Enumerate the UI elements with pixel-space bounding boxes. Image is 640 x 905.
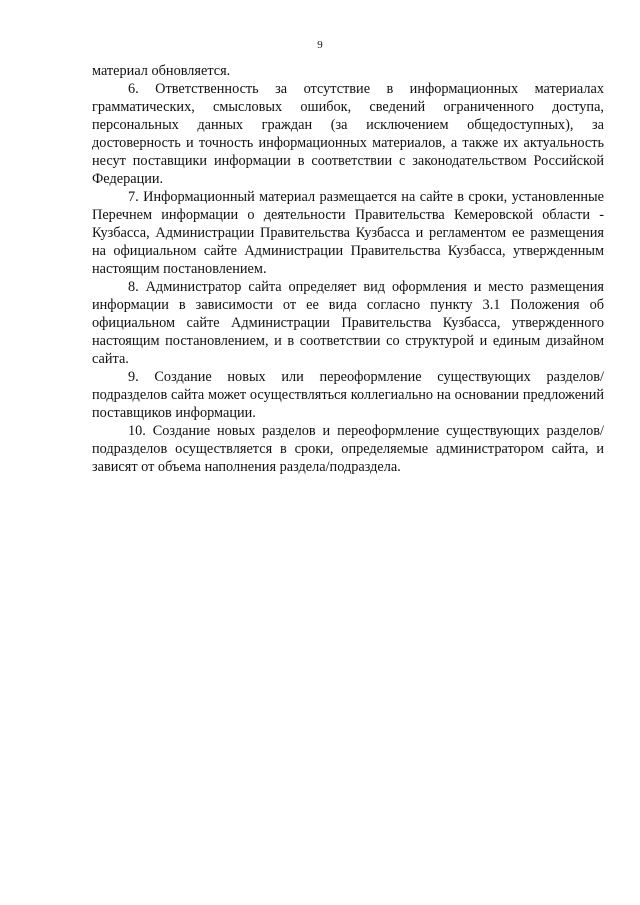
paragraph-item-9: 9. Создание новых или переоформление существующих разделов/подразделов сайта может осуществляться коллегиально на основании предложений поставщиков информации. bbox=[92, 369, 604, 421]
paragraph-item-6: 6. Ответственность за отсутствие в информационных материалах грамматических, смысловых ошибок, сведений ограниченного доступа, персональных данных граждан (за исключением общедоступных), за достоверность и точность информационных материалов, а также их актуальность несут поставщики информации в соответствии с законодательством Российской Федерации. bbox=[92, 81, 604, 187]
document-body bbox=[92, 62, 604, 476]
paragraph-item-7: 7. Информационный материал размещается на сайте в сроки, установленные Перечнем информации о деятельности Правительства Кемеровской области - Кузбасса, Администрации Правительства Кузбасса и регламентом ее размещения на официальном сайте Администрации Правительства Кузбасса, утвержденным настоящим постановлением. bbox=[92, 189, 604, 277]
paragraph-continuation: материал обновляется. bbox=[92, 63, 231, 79]
paragraph-item-10: 10. Создание новых разделов и переоформление существующих разделов/подразделов осуществляется в сроки, определяемые администратором сайта, и зависят от объема наполнения раздела/подраздела. bbox=[92, 423, 604, 475]
page-number: 9 bbox=[317, 39, 323, 51]
paragraph-item-8: 8. Администратор сайта определяет вид оформления и место размещения информации в зависимости от ее вида согласно пункту 3.1 Положения об официальном сайте Администрации Правительства Кузбасса, утвержденного настоящим постановлением, и в соответствии со структурой и единым дизайном сайта. bbox=[92, 279, 604, 367]
